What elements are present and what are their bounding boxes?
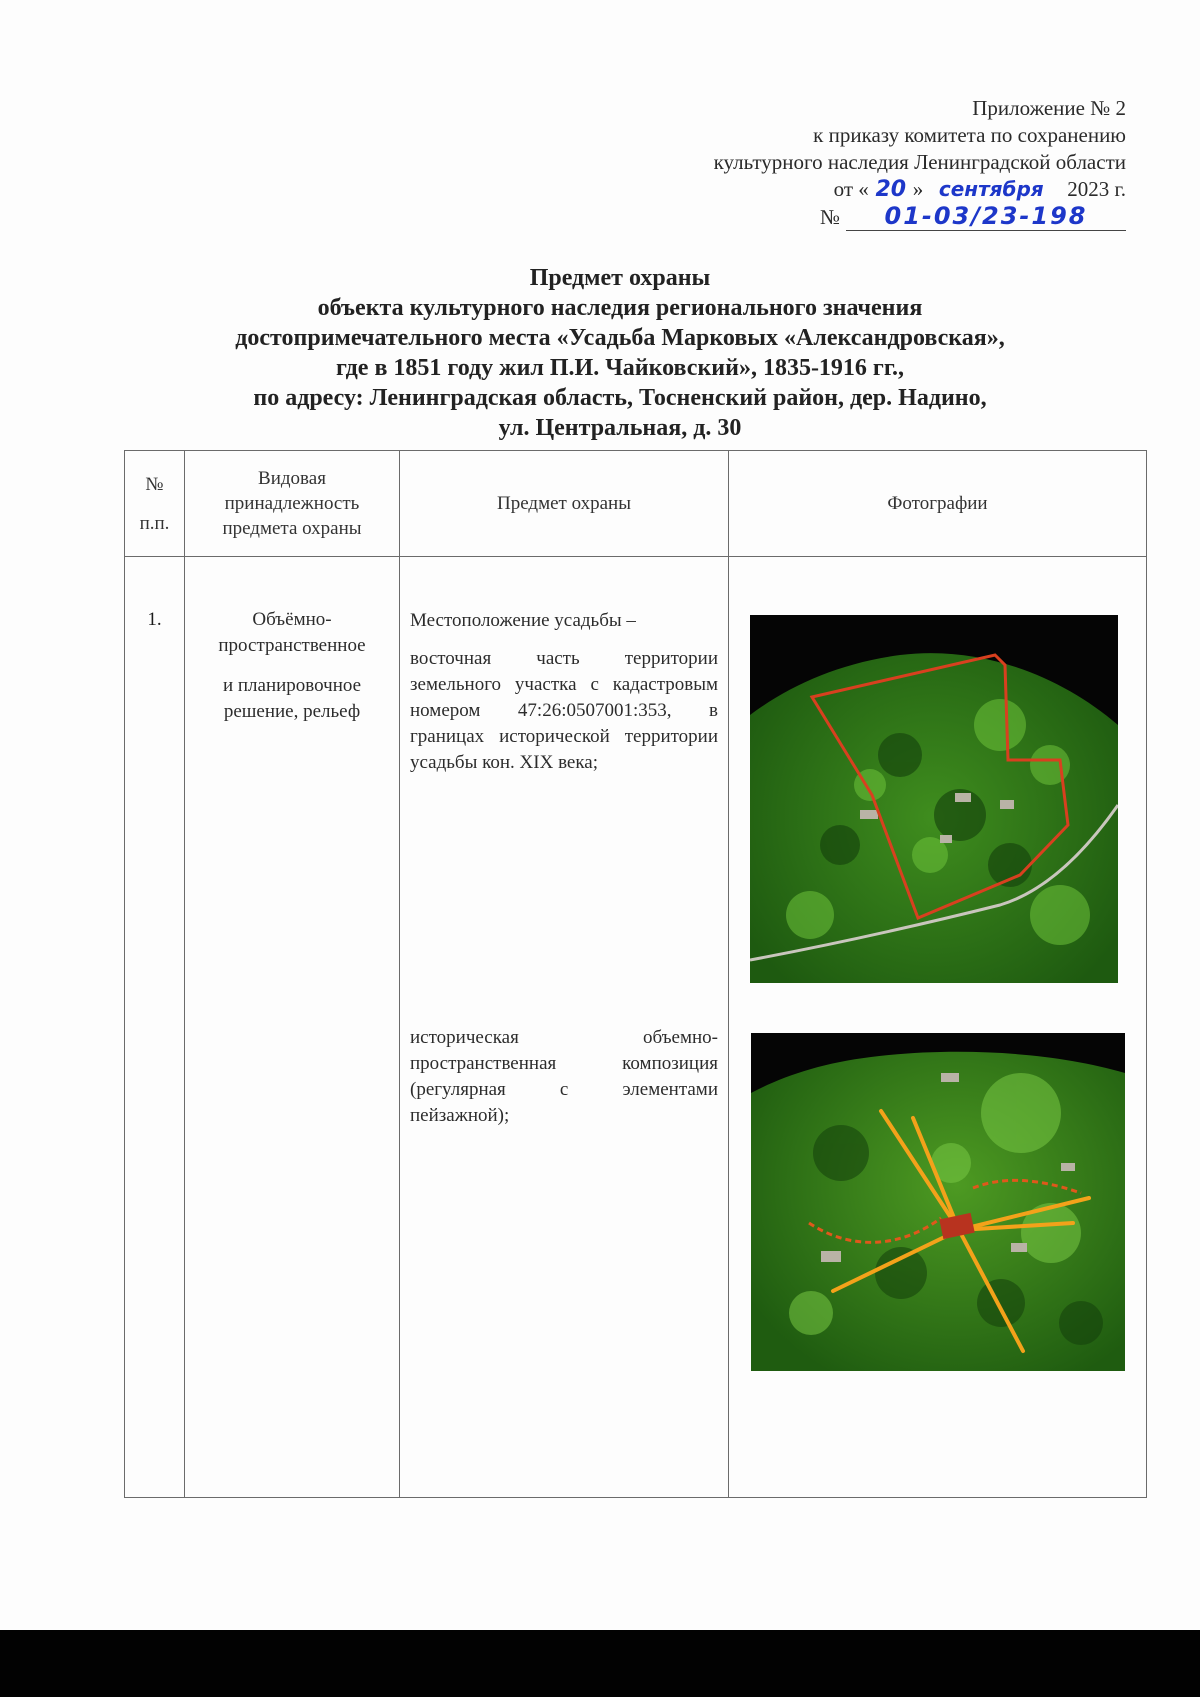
- subject-block-1: [410, 608, 718, 788]
- header-photos: Фотографии: [729, 451, 1147, 557]
- kind-part-2: и планировочное решение, рельеф: [222, 675, 362, 722]
- subject-text-1: восточная часть территории земельного участка с кадастровым номером 47:26:0507001:353, в границах исторической территории усадьбы кон. XIX века;: [410, 648, 718, 773]
- appendix-line-3: культурного наследия Ленинградской области: [713, 150, 1126, 174]
- header-subject: Предмет охраны: [400, 451, 729, 557]
- subject-block-2: [410, 1025, 718, 1141]
- row-number: 1.: [125, 557, 185, 1498]
- appendix-line-1: Приложение № 2: [972, 96, 1126, 120]
- number-label: №: [819, 205, 840, 229]
- document-title: [0, 263, 1200, 443]
- subject-text-2: историческая объемно-пространственная композиция (регулярная с элементами пейзажной);: [410, 1027, 718, 1126]
- scan-border: [0, 1630, 1200, 1697]
- protection-subject-table: [124, 450, 1147, 1498]
- appendix-date: [714, 176, 1126, 203]
- title-line-1: Предмет охраны: [529, 265, 711, 291]
- kind-part-1: Объёмно-пространственное: [218, 609, 366, 656]
- date-separator: »: [912, 177, 924, 201]
- appendix-number: [714, 203, 1126, 231]
- title-line-3: достопримечательного места «Усадьба Марковых «Александровская»,: [235, 325, 1005, 351]
- table-row: [125, 557, 1147, 1498]
- row-subject: [400, 557, 729, 1498]
- header-number: [125, 451, 185, 557]
- appendix-header: [714, 95, 1126, 231]
- aerial-map-composition-icon: [751, 1033, 1125, 1371]
- aerial-map-boundary-icon: [750, 615, 1118, 983]
- row-photos: [729, 557, 1147, 1498]
- table-header-row: [125, 451, 1147, 557]
- date-day-handwritten: 20: [875, 177, 907, 202]
- title-line-6: ул. Центральная, д. 30: [498, 415, 742, 441]
- title-line-4: где в 1851 году жил П.И. Чайковский», 1835-1916 гг.,: [335, 355, 905, 381]
- header-kind: [185, 451, 400, 557]
- date-prefix: от «: [833, 177, 869, 201]
- aerial-map-boundary-svg: [750, 615, 1118, 983]
- row-kind: [185, 557, 400, 1498]
- title-line-2: объекта культурного наследия регионального значения: [317, 295, 923, 321]
- number-handwritten: 01-03/23-198: [846, 203, 1126, 231]
- header-kind-label: Видовая принадлежность предмета охраны: [222, 468, 362, 539]
- date-year: 2023 г.: [1067, 177, 1126, 201]
- header-number-top: №: [145, 473, 164, 495]
- header-number-bottom: п.п.: [139, 512, 170, 534]
- title-line-5: по адресу: Ленинградская область, Тосненский район, дер. Надино,: [253, 385, 987, 411]
- aerial-map-composition-svg: [751, 1033, 1125, 1371]
- subject-intro: Местоположение усадьбы –: [410, 610, 636, 631]
- appendix-line-2: к приказу комитета по сохранению: [813, 123, 1126, 147]
- date-month-handwritten: сентября: [938, 177, 1044, 201]
